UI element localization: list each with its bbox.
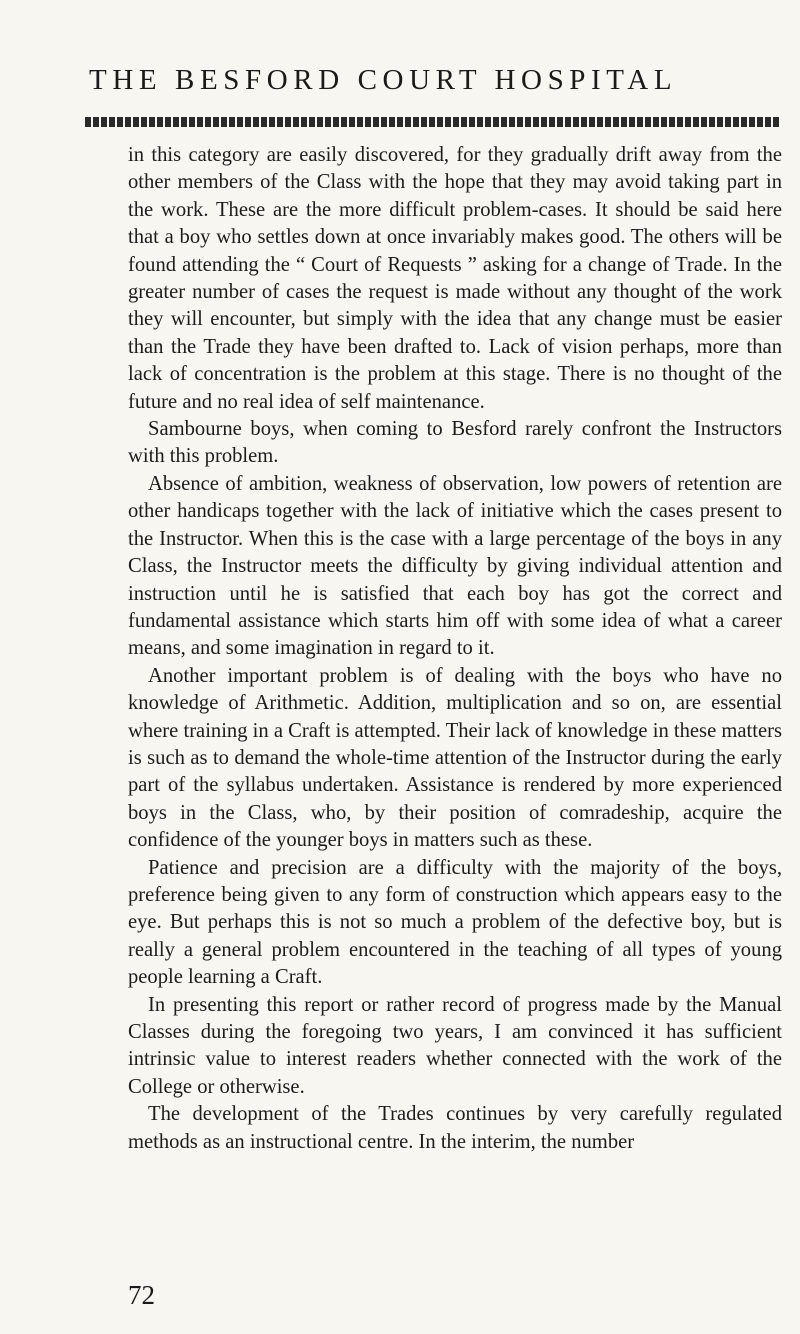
page-number: 72 — [128, 1280, 155, 1310]
paragraph-5: Patience and precision are a difficulty with the majority of the boys, preference being given to any form of construction which appears easy to the eye. But perhaps this is not so much a problem of the defective boy, but is really a general problem encountered in the teaching of all types of young people learning a Craft. — [128, 856, 782, 989]
paragraph-6: In presenting this report or rather record of progress made by the Manual Classes during the foregoing two years, I am convinced it has sufficient intrinsic value to interest readers whether connected with the work of the College or otherwise. — [128, 993, 782, 1098]
body-text — [128, 142, 782, 1156]
paragraph-7: The development of the Trades continues by very carefully regulated methods as an instructional centre. In the interim, the number — [128, 1103, 782, 1153]
header-rule — [85, 117, 779, 127]
paragraph-1: in this category are easily discovered, for they gradually drift away from the other members of the Class with the hope that they may avoid taking part in the work. These are the more difficult problem-cases. It should be said here that a boy who settles down at once invariably makes good. The others will be found attending the “ Court of Requests ” asking for a change of Trade. In the greater number of cases the request is made without any thought of the work they will encounter, but simply with the idea that any change must be easier than the Trade they have been drafted to. Lack of vision perhaps, more than lack of concentration is the problem at this stage. There is no thought of the future and no real idea of self maintenance. — [128, 144, 782, 413]
paragraph-3: Absence of ambition, weakness of observation, low powers of retention are other handicaps together with the lack of initiative which the cases present to the Instructor. When this is the case with a large percentage of the boys in any Class, the Instructor meets the difficulty by giving individual attention and instruction until he is satisfied that each boy has got the correct and fundamental assistance which starts him off with some idea of what a career means, and some imagination in regard to it. — [128, 472, 782, 660]
paragraph-4: Another important problem is of dealing with the boys who have no knowledge of Arithmetic. Addition, multiplication and so on, are essential where training in a Craft is attempted. Their lack of knowledge in these matters is such as to demand the whole-time attention of the Instructor during the early part of the syllabus undertaken. Assistance is rendered by more experienced boys in the Class, who, by their position of comradeship, acquire the confidence of the younger boys in matters such as these. — [128, 664, 782, 852]
paragraph-2: Sambourne boys, when coming to Besford rarely confront the Instructors with this problem. — [128, 418, 782, 468]
running-header: THE BESFORD COURT HOSPITAL — [89, 64, 678, 96]
